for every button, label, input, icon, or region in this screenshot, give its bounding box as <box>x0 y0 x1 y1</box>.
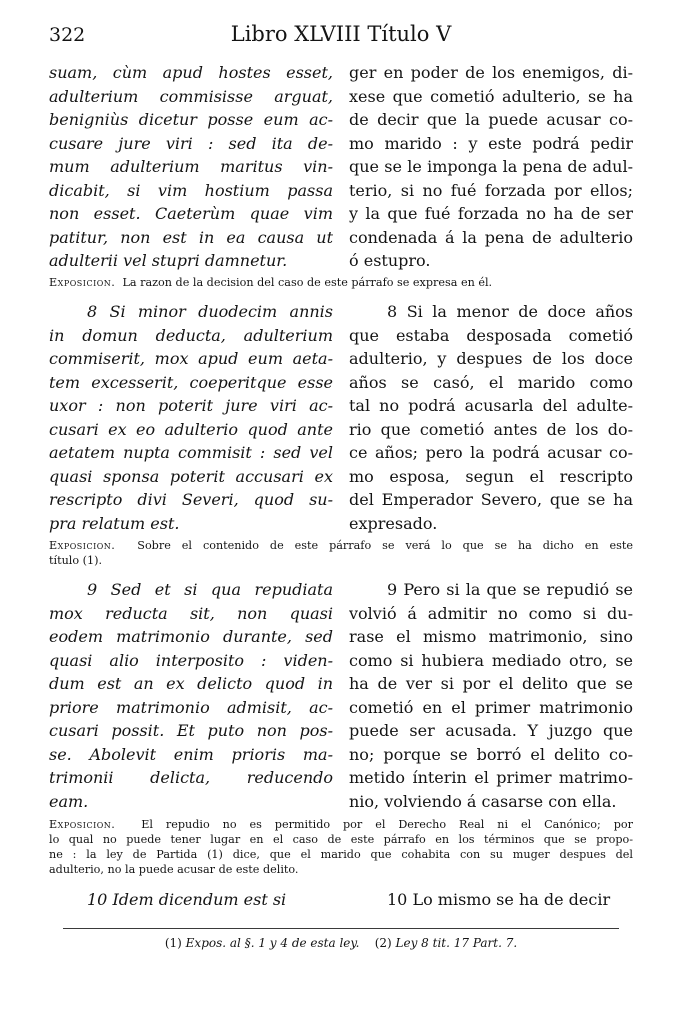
exposicion-note <box>49 275 633 290</box>
spanish-line: que se le imponga la pena de adul- <box>349 157 633 176</box>
latin-line: non esset. Caeterùm quae vim <box>49 204 333 223</box>
spanish-line: xese que cometió adulterio, se ha <box>349 86 633 106</box>
spanish-line: no; porque se borró el delito co- <box>349 744 633 764</box>
latin-line: 10 Idem dicendum est si <box>87 890 287 909</box>
spanish-line: años se casó, el marido como <box>349 372 633 392</box>
note-text: La razon de la decision del caso de este párrafo se expresa en él. <box>122 276 493 289</box>
spanish-line: 8 Si la menor de doce años <box>387 302 633 321</box>
spanish-line: volvió á admitir no como si du- <box>349 603 633 623</box>
page-number: 322 <box>49 24 86 46</box>
spanish-line: cometió en el primer matrimonio <box>349 697 633 717</box>
latin-line: mum adulterium maritus vin- <box>49 157 333 176</box>
note-text: adulterio, no la puede acusar de este delito. <box>49 863 299 876</box>
latin-line: cusari ex eo adulterio quod ante <box>49 419 333 439</box>
latin-line: suam, cùm apud hostes esset, <box>49 63 333 82</box>
note-text: lo qual no puede tener lugar en el caso de este párrafo en los términos que se propo- <box>49 833 633 846</box>
latin-column <box>49 300 333 535</box>
latin-line: eam. <box>49 791 89 811</box>
latin-line: quasi sponsa poterit accusari ex <box>49 466 333 486</box>
latin-line: rescripto divi Severi, quod su- <box>49 490 333 509</box>
latin-column <box>49 61 333 273</box>
paragraph-8 <box>49 300 633 536</box>
note-text: El repudio no es permitido por el Derecho Real ni el Canónico; por <box>141 818 633 831</box>
paragraph-10 <box>49 888 633 914</box>
spanish-line: puede ser acusada. Y juzgo que <box>349 721 633 740</box>
note-text: título (1). <box>49 554 103 567</box>
spanish-line: adulterio, y despues de los doce <box>349 349 633 368</box>
spanish-line: ce años; pero la podrá acusar co- <box>349 443 633 462</box>
spanish-column <box>349 61 633 273</box>
spanish-line: 10 Lo mismo se ha de decir <box>387 890 611 909</box>
exposicion-note <box>49 817 633 877</box>
note-label: Exposicion. <box>49 818 116 831</box>
paragraph-9 <box>49 578 633 814</box>
spanish-line: mo esposa, segun el rescripto <box>349 466 633 486</box>
latin-line: cusari possit. Et puto non pos- <box>49 721 333 740</box>
latin-line: eodem matrimonio durante, sed <box>49 627 333 646</box>
note-text: ne : la ley de Partida (1) dice, que el marido que cohabita con su muger despues del <box>49 848 633 861</box>
latin-column <box>49 888 333 912</box>
note-label: Exposicion. <box>49 539 116 552</box>
spanish-line: tal no podrá acusarla del adulte- <box>349 396 633 415</box>
footnote-text: Expos. al §. 1 y 4 de esta ley. <box>185 936 360 950</box>
latin-line: adulterii vel stupri damnetur. <box>49 251 288 270</box>
latin-line: 8 Si minor duodecim annis <box>87 302 333 321</box>
spanish-line: mo marido : y este podrá pedir <box>349 133 633 153</box>
spanish-line: 9 Pero si la que se repudió se <box>387 580 633 599</box>
latin-line: quasi alio interposito : viden- <box>49 650 333 670</box>
spanish-line: terio, si no fué forzada por ellos; <box>349 180 633 200</box>
latin-column <box>49 578 333 813</box>
exposicion-note <box>49 538 633 568</box>
spanish-column <box>349 888 633 912</box>
paragraph-continuation <box>49 61 633 273</box>
spanish-line: expresado. <box>349 513 438 533</box>
spanish-line: rase el mismo matrimonio, sino <box>349 627 633 646</box>
spanish-column <box>349 300 633 535</box>
latin-line: pra relatum est. <box>49 513 180 533</box>
spanish-line: nio, volviendo á casarse con ella. <box>349 791 617 811</box>
latin-line: se. Abolevit enim prioris ma- <box>49 744 333 764</box>
latin-line: trimonii delicta, reducendo <box>49 768 333 787</box>
latin-line: priore matrimonio admisit, ac- <box>49 697 333 717</box>
spanish-line: de decir que la puede acusar co- <box>349 110 633 129</box>
spanish-line: ó estupro. <box>349 251 431 270</box>
spanish-line: metido ínterin el primer matrimo- <box>349 768 633 787</box>
latin-line: in domun deducta, adulterium <box>49 325 333 345</box>
latin-line: benigniùs dicetur posse eum ac- <box>49 110 333 129</box>
note-text: Sobre el contenido de este párrafo se verá lo que se ha dicho en este <box>137 539 633 552</box>
spanish-line: rio que cometió antes de los do- <box>349 419 633 439</box>
spanish-line: y la que fué forzada no ha de ser <box>349 204 633 223</box>
spanish-line: ger en poder de los enemigos, di- <box>349 63 633 82</box>
spanish-line: como si hubiera mediado otro, se <box>349 650 633 670</box>
latin-line: dum est an ex delicto quod in <box>49 674 333 693</box>
spanish-line: condenada á la pena de adulterio <box>349 227 633 247</box>
footnote-marker: (2) <box>374 936 392 950</box>
latin-line: aetatem nupta commisit : sed vel <box>49 443 333 462</box>
note-label: Exposicion. <box>49 276 116 289</box>
spanish-line: que estaba desposada cometió <box>349 325 633 345</box>
spanish-line: del Emperador Severo, que se ha <box>349 490 633 509</box>
latin-line: patitur, non est in ea causa ut <box>49 227 333 247</box>
latin-line: uxor : non poterit jure viri ac- <box>49 396 333 415</box>
latin-line: adulterium commisisse arguat, <box>49 86 333 106</box>
spanish-column <box>349 578 633 813</box>
page-header <box>49 12 633 52</box>
spanish-line: ha de ver si por el delito que se <box>349 674 633 693</box>
footnote-text: Ley 8 tit. 17 Part. 7. <box>395 936 518 950</box>
latin-line: 9 Sed et si qua repudiata <box>87 580 333 599</box>
latin-line: mox reducta sit, non quasi <box>49 603 333 623</box>
footnote-rule <box>63 928 619 929</box>
latin-line: commiserit, mox apud eum aeta- <box>49 349 333 368</box>
running-title: Libro XLVIII Título V <box>230 22 452 46</box>
latin-line: dicabit, si vim hostium passa <box>49 180 333 200</box>
footnote-marker: (1) <box>164 936 182 950</box>
footnotes <box>49 936 633 950</box>
latin-line: cusare jure viri : sed ita de- <box>49 133 333 153</box>
latin-line: tem excesserit, coeperitque esse <box>49 372 333 392</box>
